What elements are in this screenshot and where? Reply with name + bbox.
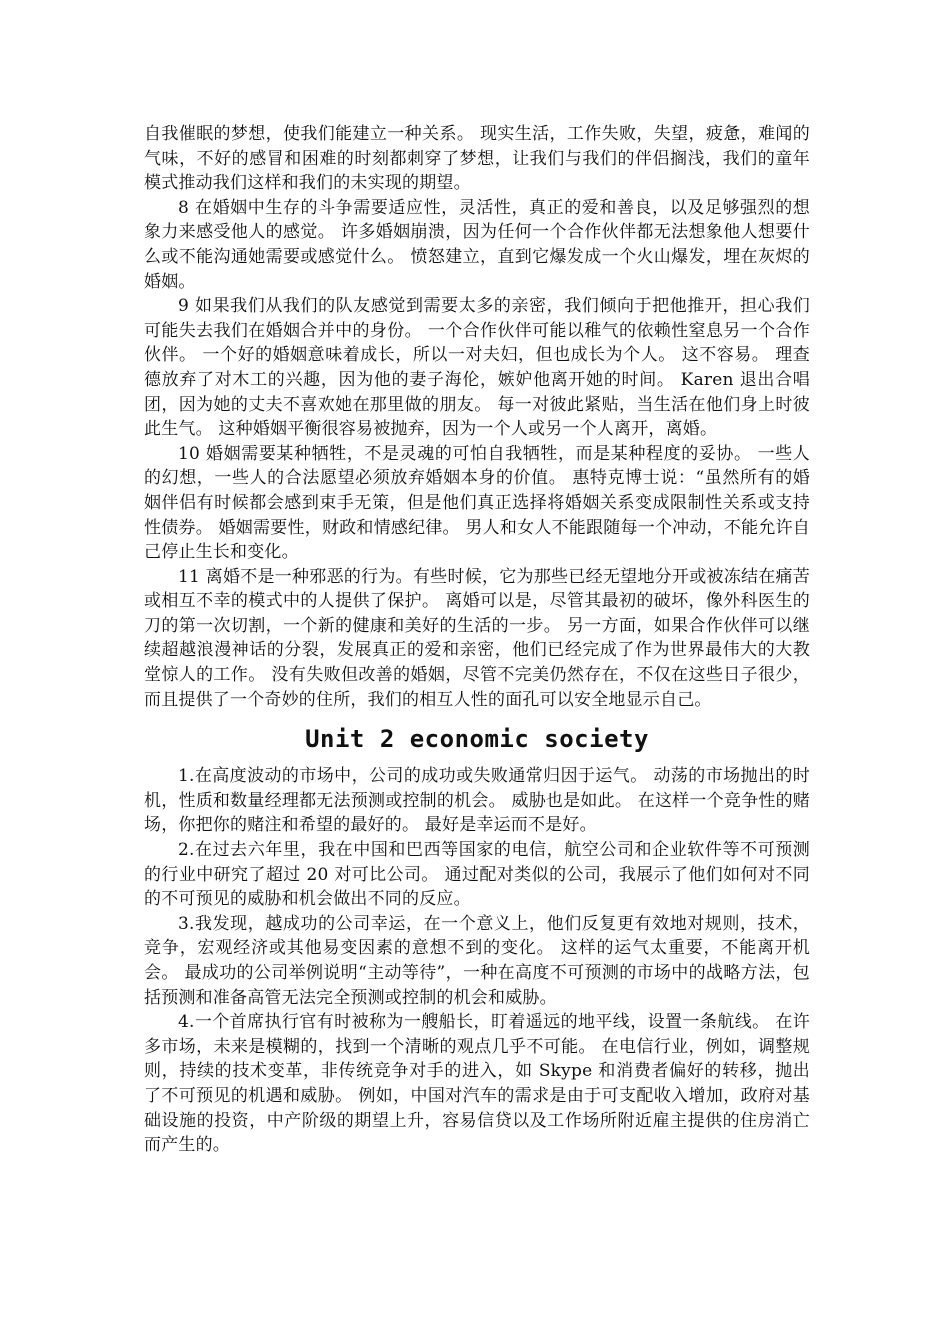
paragraph-continued: 自我催眠的梦想，使我们能建立一种关系。 现实生活，工作失败，失望，疲惫，难闻的气味，不好的感冒和困难的时刻都刺穿了梦想，让我们与我们的伴侣搁浅，我们的童年模式推动我们这样和我们的未实现的期望。	[144, 124, 810, 194]
paragraph-unit2-3: 3.我发现，越成功的公司幸运，在一个意义上，他们反复更有效地对规则，技术，竞争，宏观经济或其他易变因素的意想不到的变化。 这样的运气太重要，不能离开机会。 最成功的公司举例说明“主动等待”，一种在高度不可预测的市场中的战略方法，包括预测和准备高管无法完全预测或控制的机会和威胁。	[144, 913, 810, 1008]
paragraph-unit2-2: 2.在过去六年里，我在中国和巴西等国家的电信，航空公司和企业软件等不可预测的行业中研究了超过 20 对可比公司。 通过配对类似的公司，我展示了他们如何对不同的不可预见的威胁和机会做出不同的反应。	[144, 840, 810, 910]
paragraph-8: 8 在婚姻中生存的斗争需要适应性，灵活性，真正的爱和善良，以及足够强烈的想象力来感受他人的感觉。 许多婚姻崩溃，因为任何一个合作伙伴都无法想象他人想要什么或不能沟通她需要或感觉什么。 愤怒建立，直到它爆发成一个火山爆发，埋在灰烬的婚姻。	[144, 197, 810, 292]
paragraph-unit2-4: 4.一个首席执行官有时被称为一艘船长，盯着遥远的地平线，设置一条航线。 在许多市场，未来是模糊的，找到一个清晰的观点几乎不可能。 在电信行业，例如，调整规则，持续的技术变革，非传统竞争对手的进入，如 Skype 和消费者偏好的转移，抛出了不可预见的机遇和威胁。 例如，中国对汽车的需求是由于可支配收入增加，政府对基础设施的投资，中产阶级的期望上升，容易信贷以及工作场所附近雇主提供的住房消亡而产生的。	[144, 1012, 810, 1156]
paragraph-9: 9 如果我们从我们的队友感觉到需要太多的亲密，我们倾向于把他推开，担心我们可能失去我们在婚姻合并中的身份。 一个合作伙伴可能以稚气的依赖性窒息另一个合作伙伴。 一个好的婚姻意味着成长，所以一对夫妇，但也成长为个人。 这不容易。 理查德放弃了对木工的兴趣，因为他的妻子海伦，嫉妒他离开她的时间。 Karen 退出合唱团，因为她的丈夫不喜欢她在那里做的朋友。 每一对彼此紧贴，当生活在他们身上时彼此生气。 这种婚姻平衡很容易被抛弃，因为一个人或另一个人离开，离婚。	[144, 296, 810, 440]
unit-heading: Unit 2 economic society	[305, 725, 649, 754]
document-page	[144, 122, 810, 1158]
paragraph-10: 10 婚姻需要某种牺牲，不是灵魂的可怕自我牺牲，而是某种程度的妥协。 一些人的幻想，一些人的合法愿望必须放弃婚姻本身的价值。 惠特克博士说：“虽然所有的婚姻伴侣有时候都会感到束手无策，但是他们真正选择将婚姻关系变成限制性关系或支持性债券。 婚姻需要性，财政和情感纪律。 男人和女人不能跟随每一个冲动，不能允许自己停止生长和变化。	[144, 443, 810, 563]
paragraph-11: 11 离婚不是一种邪恶的行为。有些时候，它为那些已经无望地分开或被冻结在痛苦或相互不幸的模式中的人提供了保护。 离婚可以是，尽管其最初的破坏，像外科医生的刀的第一次切割，一个新的健康和美好的生活的一步。 另一方面，如果合作伙伴可以继续超越浪漫神话的分裂，发展真正的爱和亲密，他们已经完成了作为世界最伟大的大教堂惊人的工作。 没有失败但改善的婚姻，尽管不完美仍然存在，不仅在这些日子很少，而且提供了一个奇妙的住所，我们的相互人性的面孔可以安全地显示自己。	[144, 566, 810, 710]
paragraph-unit2-1: 1.在高度波动的市场中，公司的成功或失败通常归因于运气。 动荡的市场抛出的时机，性质和数量经理都无法预测或控制的机会。 威胁也是如此。 在这样一个竞争性的赌场，你把你的赌注和希望的最好的。 最好是幸运而不是好。	[144, 766, 810, 836]
